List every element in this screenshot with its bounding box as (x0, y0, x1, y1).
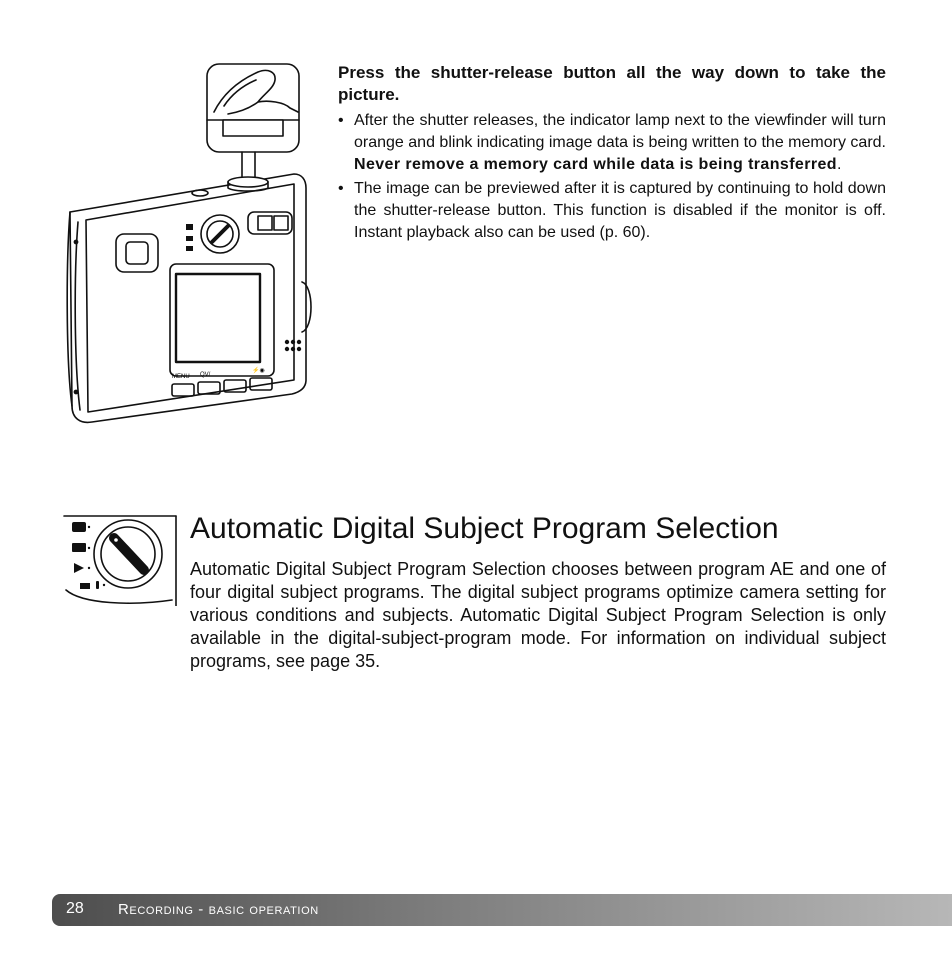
flash-label: ⚡◉ (252, 368, 265, 374)
bullet-text: The image can be previewed after it is captured by continuing to hold down the shutter-release button. This function is disabled if the monitor is off. Instant playback also can be used (p. 60). (354, 180, 886, 241)
camera-illustration (62, 62, 324, 432)
camera-mode-icon (72, 543, 86, 552)
instruction-block (338, 62, 886, 246)
bullet-text-end: . (836, 156, 842, 173)
memory-card-warning: Never remove a memory card while data is being transferred (354, 156, 837, 173)
bullet-dot: • (338, 112, 344, 129)
playback-icon (74, 563, 84, 573)
menu-label: MENU (172, 374, 190, 380)
microphone-icon (96, 581, 99, 589)
auto-mode-icon (72, 522, 86, 532)
mode-dial-icon (62, 512, 178, 606)
page-number: 28 (66, 900, 84, 917)
footer-section-label: Recording - basic operation (118, 901, 319, 918)
section-body: Automatic Digital Subject Program Selection chooses between program AE and one of four digital subject programs. The digital subject programs optimize camera setting for various conditions and subjects. Automatic Digital Subject Program Selection is only available in the digital-subject-program mode. For information on individual subject programs, see page 35. (190, 559, 886, 671)
bullet-item (338, 178, 886, 244)
instruction-bullets (338, 110, 886, 244)
section-heading: Automatic Digital Subject Program Selection (190, 512, 779, 545)
bullet-dot: • (338, 180, 344, 197)
bullet-text: After the shutter releases, the indicator lamp next to the viewfinder will turn orange and blink indicating image data is being written to the memory card. (354, 112, 886, 151)
footer-bar (52, 894, 952, 926)
qv-label: QV/ (200, 372, 211, 378)
instruction-lead: Press the shutter-release button all the way down to take the picture. (338, 63, 886, 104)
finger-press-icon (207, 64, 299, 152)
movie-mode-icon (80, 583, 90, 589)
bullet-item (338, 110, 886, 176)
